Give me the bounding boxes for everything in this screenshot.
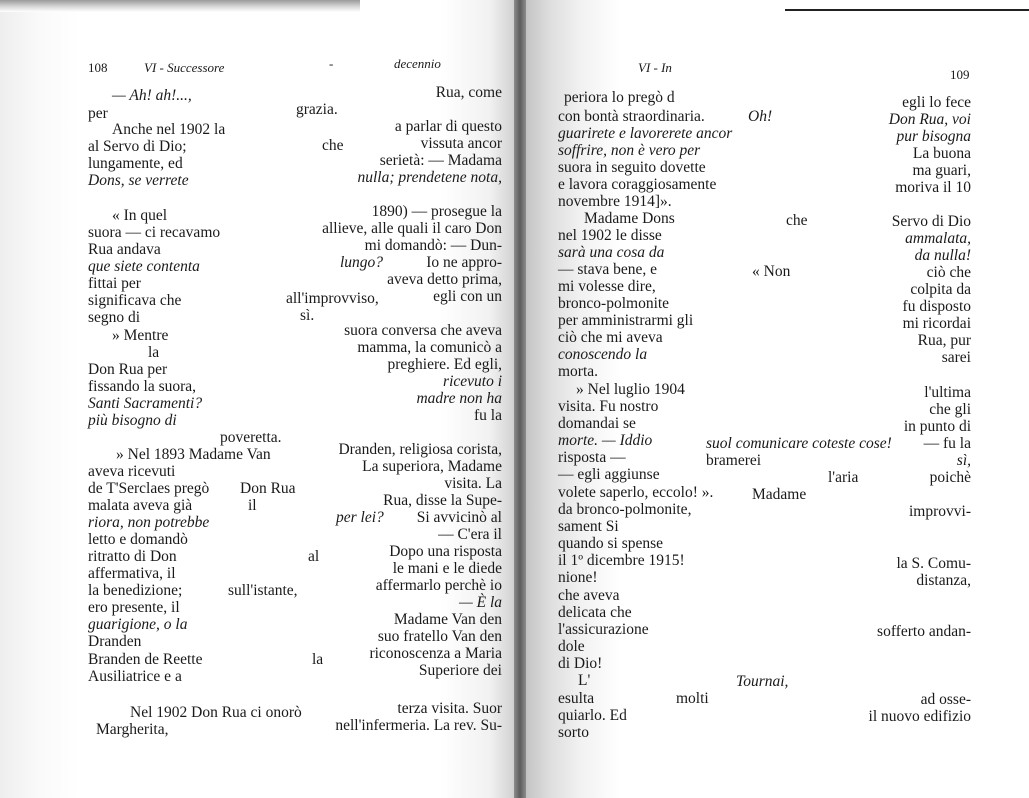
text-line: terza visita. Suor: [397, 700, 502, 717]
text-line: novembre 1914]».: [558, 193, 672, 210]
text-line: allieve, alle quali il caro Don: [322, 220, 502, 237]
text-line: domandai se: [558, 415, 636, 432]
text-line: sofferto andan-: [877, 623, 971, 640]
text-line: riora, non potrebbe: [88, 514, 210, 531]
text-line: improvvi-: [909, 503, 971, 520]
text-line: letto e domandò: [88, 531, 188, 548]
page-number-left: 108: [88, 60, 108, 75]
text-line: sorto: [558, 724, 589, 741]
text-line: dole: [558, 638, 585, 655]
text-line: mamma, la comunicò a: [357, 339, 502, 356]
text-line: Rua andava: [88, 241, 161, 258]
text-line: suol comunicare coteste cose!: [706, 435, 892, 452]
text-line: — stava bene, e: [558, 261, 657, 278]
text-line: morte. — Iddio: [558, 432, 653, 449]
text-line: pur bisogna: [896, 128, 971, 145]
text-line: sì,: [956, 452, 971, 469]
text-line: sull'istante,: [228, 582, 298, 599]
text-line: all'improvviso,: [286, 290, 379, 307]
text-line: il nuovo edifizio: [868, 708, 971, 725]
text-line: Superiore dei: [418, 662, 502, 679]
running-header-right-page: VI - In: [638, 60, 672, 75]
text-line: la S. Comu-: [896, 555, 971, 572]
text-line: ritratto di Don: [88, 548, 177, 565]
text-line: per amministrarmi gli: [558, 312, 694, 329]
text-line: esulta: [558, 690, 595, 707]
text-line: distanza,: [916, 572, 971, 589]
text-line: sarà una cosa da: [558, 244, 665, 261]
text-line: ciò che mi aveva: [558, 329, 663, 346]
text-line: Rua, pur: [917, 332, 971, 349]
text-line: visita. La: [444, 475, 502, 492]
text-line: Don Rua, voi: [888, 111, 971, 128]
text-line: ero presente, il: [88, 599, 180, 616]
text-line: morta.: [558, 363, 599, 380]
text-line: sarei: [941, 349, 971, 366]
text-line: molti: [676, 690, 709, 707]
text-line: l'ultima: [924, 384, 971, 401]
text-line: quando si spense: [558, 535, 664, 552]
text-line: Nel 1902 Don Rua ci onorò: [130, 704, 302, 721]
text-line: grazia.: [296, 101, 338, 118]
text-line: in punto di: [903, 418, 971, 435]
text-line: Madame Van den: [393, 611, 502, 628]
text-line: poichè: [929, 469, 971, 486]
text-line: affermarlo perchè io: [375, 577, 502, 594]
text-line: la benedizione;: [88, 582, 183, 599]
text-line: affermativa, il: [88, 565, 176, 582]
text-line: Dranden, religiosa corista,: [338, 441, 502, 458]
text-line: con bontà straordinaria.: [558, 108, 705, 125]
text-line: moriva il 10: [895, 179, 971, 196]
scan-shadow-top-left: [0, 0, 360, 12]
text-line: ad osse-: [920, 691, 971, 708]
text-line: riconoscenza a Maria: [369, 645, 502, 662]
text-line: » Nel luglio 1904: [576, 381, 685, 398]
text-line: que siete contenta: [88, 258, 200, 275]
text-line: guarigione, o la: [88, 616, 188, 633]
text-line: l'aria: [828, 469, 859, 486]
text-line: quiarlo. Ed: [558, 707, 627, 724]
text-line: suo fratello Van den: [377, 628, 502, 645]
text-line: Oh!: [748, 108, 773, 125]
text-line: Tournai,: [736, 673, 789, 690]
text-line: madre non ha: [416, 390, 502, 407]
text-line: al: [308, 548, 320, 565]
text-line: sì.: [300, 307, 315, 324]
text-line: la: [148, 344, 160, 361]
text-line: suora conversa che aveva: [344, 322, 502, 339]
text-line: Anche nel 1902 la: [112, 121, 226, 138]
text-line: conoscendo la: [558, 346, 648, 363]
text-line: suora — ci recavamo: [88, 224, 221, 241]
text-line: bronco-polmonite: [558, 295, 670, 312]
text-line: Rua, come: [435, 84, 502, 101]
running-header-right: decennio: [394, 56, 441, 71]
text-line: ricevuto i: [443, 373, 502, 390]
text-line: ma guari,: [912, 162, 971, 179]
text-line: Branden de Reette: [88, 651, 203, 668]
text-line: guarirete e lavorerete ancor: [558, 125, 733, 142]
text-line: soffrire, non è vero per: [558, 142, 701, 159]
text-line: da bronco-polmonite,: [558, 501, 692, 518]
text-line: fu la: [474, 407, 502, 424]
text-line: Rua, disse la Supe-: [383, 492, 502, 509]
text-line: il: [248, 497, 257, 514]
text-line: — egli aggiunse: [558, 466, 660, 483]
text-line: che: [322, 137, 344, 154]
text-line: La superiora, Madame: [362, 458, 502, 475]
running-header-dash: -: [329, 56, 334, 71]
text-line: di Dio!: [558, 655, 603, 672]
text-line: La buona: [912, 145, 971, 162]
text-line: suora in seguito dovette: [558, 159, 706, 176]
text-line: egli lo fece: [902, 94, 971, 111]
text-line: significava che: [88, 292, 182, 309]
text-line: Dopo una risposta: [389, 543, 502, 560]
text-line: fissando la suora,: [88, 378, 197, 395]
text-line: fittai per: [88, 275, 141, 292]
text-line: il 1º dicembre 1915!: [558, 552, 685, 569]
text-line: sament Si: [558, 518, 619, 535]
text-line: a parlar di questo: [394, 118, 502, 135]
text-line: — C'era il: [438, 526, 502, 543]
text-line: l'assicurazione: [558, 621, 649, 638]
text-line: Si avvicinò al: [416, 509, 502, 526]
text-line: da nulla!: [914, 247, 971, 264]
text-line: « Non: [752, 263, 791, 280]
text-line: delicata che: [558, 604, 632, 621]
text-line: e lavora coraggiosamente: [558, 176, 717, 193]
text-line: che: [786, 212, 808, 229]
text-line: malata aveva già: [88, 497, 193, 514]
text-line: Margherita,: [96, 721, 169, 738]
text-line: fu disposto: [902, 298, 971, 315]
text-line: ammalata,: [905, 230, 971, 247]
text-line: mi domandò: — Dun-: [364, 237, 502, 254]
text-line: aveva ricevuti: [88, 463, 176, 480]
text-line: vissuta ancor: [420, 135, 502, 152]
text-line: ciò che: [926, 264, 971, 281]
text-line: risposta —: [558, 449, 626, 466]
text-line: Dranden: [88, 633, 142, 650]
text-line: » Mentre: [112, 327, 169, 344]
page-number-right: 109: [950, 67, 970, 82]
text-line: mi volesse dire,: [558, 278, 656, 295]
text-line: periora lo pregò d: [564, 89, 675, 106]
text-line: Ausiliatrice e a: [88, 668, 182, 685]
text-line: egli con un: [433, 288, 502, 305]
text-line: colpita da: [910, 281, 971, 298]
text-line: « In quel: [112, 207, 168, 224]
text-line: 1890) — prosegue la: [371, 203, 502, 220]
running-header-left: VI - Successore: [144, 60, 225, 75]
book-spine: [514, 0, 526, 798]
text-line: mi ricordai: [902, 315, 971, 332]
text-line: lungamente, ed: [88, 155, 183, 172]
text-line: nel 1902 le disse: [558, 227, 662, 244]
text-line: Servo di Dio: [891, 213, 971, 230]
text-line: L': [578, 672, 591, 689]
text-line: segno di: [88, 309, 141, 326]
text-line: Santi Sacramenti?: [88, 395, 203, 412]
text-line: aveva detto prima,: [387, 271, 502, 288]
text-line: le mani e le diede: [392, 560, 502, 577]
text-line: » Nel 1893 Madame Van: [116, 446, 271, 463]
text-line: Dons, se verrete: [88, 172, 189, 189]
text-line: serietà: — Madama: [379, 152, 502, 169]
text-line: per: [88, 105, 108, 122]
text-line: nione!: [558, 569, 598, 586]
text-line: poveretta.: [220, 429, 282, 446]
text-line: — È la: [458, 594, 502, 611]
text-line: per lei?: [336, 509, 384, 526]
text-line: Madame Dons: [584, 210, 675, 227]
text-line: volete saperlo, eccolo! ».: [558, 484, 714, 501]
scan-rule-top-right: [785, 9, 1029, 11]
text-line: preghiere. Ed egli,: [387, 356, 502, 373]
text-line: visita. Fu nostro: [558, 398, 659, 415]
text-line: Don Rua per: [88, 361, 168, 378]
text-line: — fu la: [923, 435, 971, 452]
text-line: la: [312, 651, 324, 668]
text-line: al Servo di Dio;: [88, 138, 187, 155]
text-line: de T'Serclaes pregò: [88, 480, 210, 497]
text-line: che aveva: [558, 587, 620, 604]
text-line: nell'infermeria. La rev. Su-: [335, 717, 502, 734]
text-line: nulla; prendetene nota,: [357, 169, 502, 186]
text-line: Io ne appro-: [426, 254, 502, 271]
text-line: — Ah! ah!...,: [112, 87, 192, 104]
text-line: più bisogno di: [88, 412, 177, 429]
text-line: che gli: [929, 401, 971, 418]
text-line: Madame: [752, 486, 807, 503]
text-line: lungo?: [340, 254, 384, 271]
text-line: Don Rua: [240, 480, 296, 497]
text-line: bramerei: [706, 452, 762, 469]
